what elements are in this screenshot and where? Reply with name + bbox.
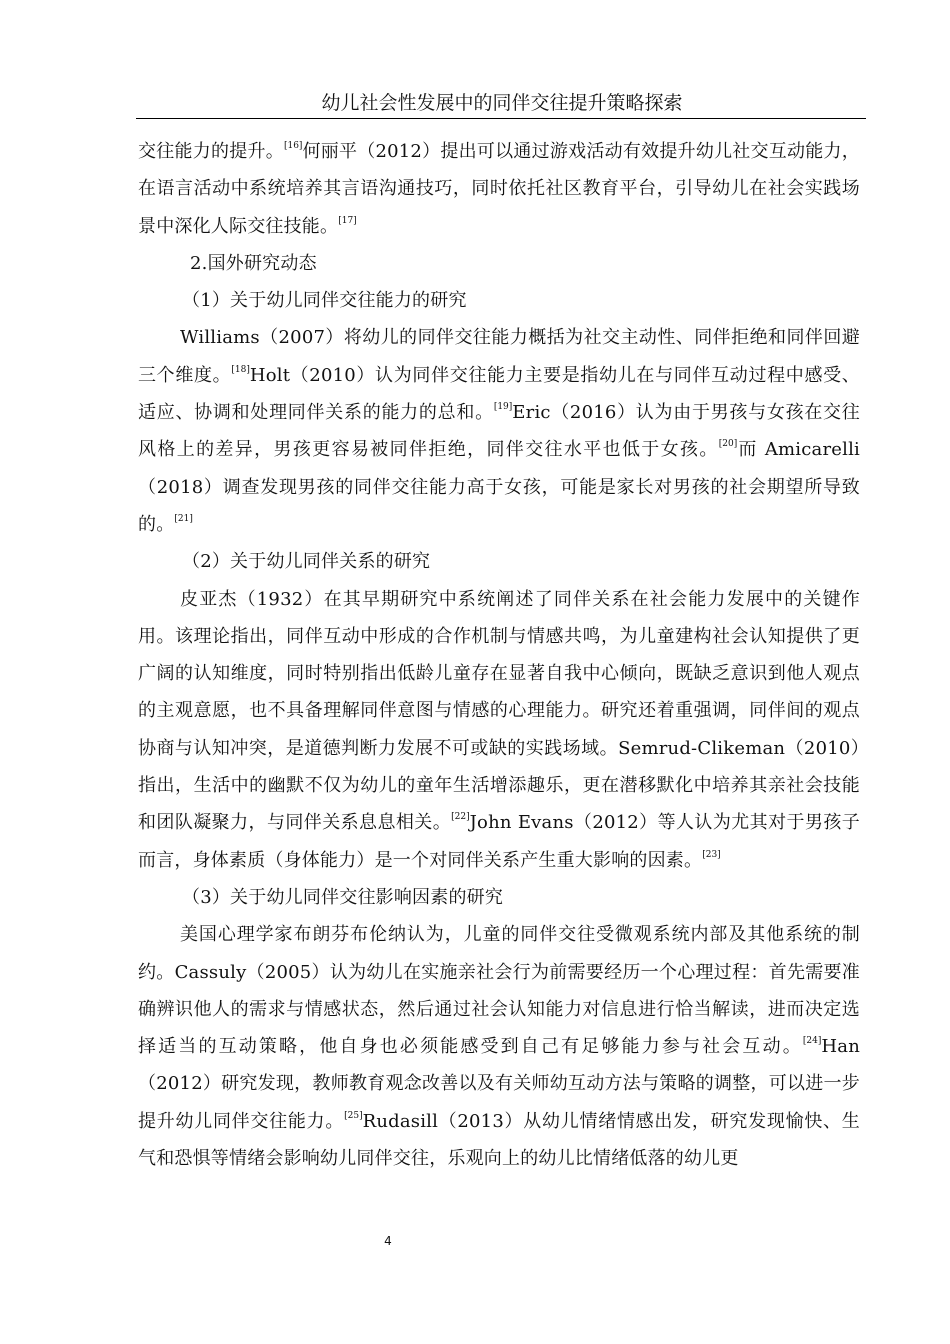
page-body xyxy=(138,133,860,1177)
citation-ref: [17] xyxy=(338,215,357,226)
running-header-title: 幼儿社会性发展中的同伴交往提升策略探索 xyxy=(321,92,683,114)
subsection-heading: （3）关于幼儿同伴交往影响因素的研究 xyxy=(182,886,504,908)
paragraph-text: 美国心理学家布朗芬布伦纳认为，儿童的同伴交往受微观系统内部及其他系统的制约。Cassuly（2005）认为幼儿在实施亲社会行为前需要经历一个心理过程：首先需要准确辨识他人的需求与情感状态，然后通过社会认知能力对信息进行恰当解读，进而决定选择适当的互动策略，他自身也必须能感受到自己有足够能力参与社会互动。 xyxy=(138,924,860,1058)
paragraph-peer-relations xyxy=(138,581,860,879)
citation-ref: [18] xyxy=(231,364,250,375)
paragraph-continuation xyxy=(138,133,860,245)
subsection-heading: （2）关于幼儿同伴关系的研究 xyxy=(182,551,431,573)
citation-ref: [21] xyxy=(174,513,193,524)
paragraph-text: Williams（2007）将幼儿的同伴交往能力概括为社交主动性、同伴拒绝和同伴回避三个维度。 xyxy=(138,327,860,386)
page-number: 4 xyxy=(384,1234,392,1248)
citation-ref: [16] xyxy=(283,141,303,151)
citation-ref: [24] xyxy=(802,1036,822,1047)
citation-ref: [25] xyxy=(344,1110,363,1121)
paragraph-text: 皮亚杰（1932）在其早期研究中系统阐述了同伴关系在社会能力发展中的关键作用。该理论指出，同伴互动中形成的合作机制与情感共鸣，为儿童建构社会认知提供了更广阔的认知维度，同时特别指出低龄儿童存在显著自我中心倾向，既缺乏意识到他人观点的主观意愿，也不具备理解同伴意图与情感的心理能力。研究还着重强调，同伴间的观点协商与认知冲突，是道德判断力发展不可或缺的实践场域。Semrud-Clikeman（2010）指出，生活中的幽默不仅为幼儿的童年生活增添趣乐，更在潜移默化中培养其亲社会技能和团队凝聚力，与同伴关系息息相关。 xyxy=(138,588,860,834)
paragraph-text: Eric（2016）认为由于男孩与女孩在交往风格上的差异，男孩更容易被同伴拒绝，同伴交往水平也低于女孩。 xyxy=(138,402,860,461)
citation-ref: [19] xyxy=(493,402,513,413)
citation-ref: [23] xyxy=(702,849,721,860)
paragraph-text: Han（2012）研究发现，教师教育观念改善以及有关师幼互动方法与策略的调整，可以进一步提升幼儿同伴交往能力。 xyxy=(138,1036,860,1132)
section-heading: 2.国外研究动态 xyxy=(190,252,317,274)
paragraph-text: John Evans（2012）等人认为尤其对于男孩子而言，身体素质（身体能力）是一个对同伴关系产生重大影响的因素。 xyxy=(138,812,860,871)
paragraph-influencing-factors xyxy=(138,916,860,1177)
paragraph-text: 而 Amicarelli（2018）调查发现男孩的同伴交往能力高于女孩，可能是家长对男孩的社会期望所导致的。 xyxy=(138,439,860,535)
subsection-heading: （1）关于幼儿同伴交往能力的研究 xyxy=(182,290,467,312)
paragraph-text: Holt（2010）认为同伴交往能力主要是指幼儿在与同伴互动过程中感受、适应、协调和处理同伴关系的能力的总和。 xyxy=(138,364,861,424)
citation-ref: [20] xyxy=(718,439,738,450)
paragraph-peer-ability xyxy=(138,319,860,543)
header-rule xyxy=(136,118,866,119)
paragraph-text: 交往能力的提升。 xyxy=(138,141,284,162)
citation-ref: [22] xyxy=(451,812,470,823)
paragraph-text: Rudasill（2013）从幼儿情绪情感出发，研究发现愉快、生气和恐惧等情绪会影响幼儿同伴交往，乐观向上的幼儿比情绪低落的幼儿更 xyxy=(138,1110,860,1170)
paragraph-text: 何丽平（2012）提出可以通过游戏活动有效提升幼儿社交互动能力，在语言活动中系统培养其言语沟通技巧，同时依托社区教育平台，引导幼儿在社会实践场景中深化人际交往技能。 xyxy=(138,141,860,237)
